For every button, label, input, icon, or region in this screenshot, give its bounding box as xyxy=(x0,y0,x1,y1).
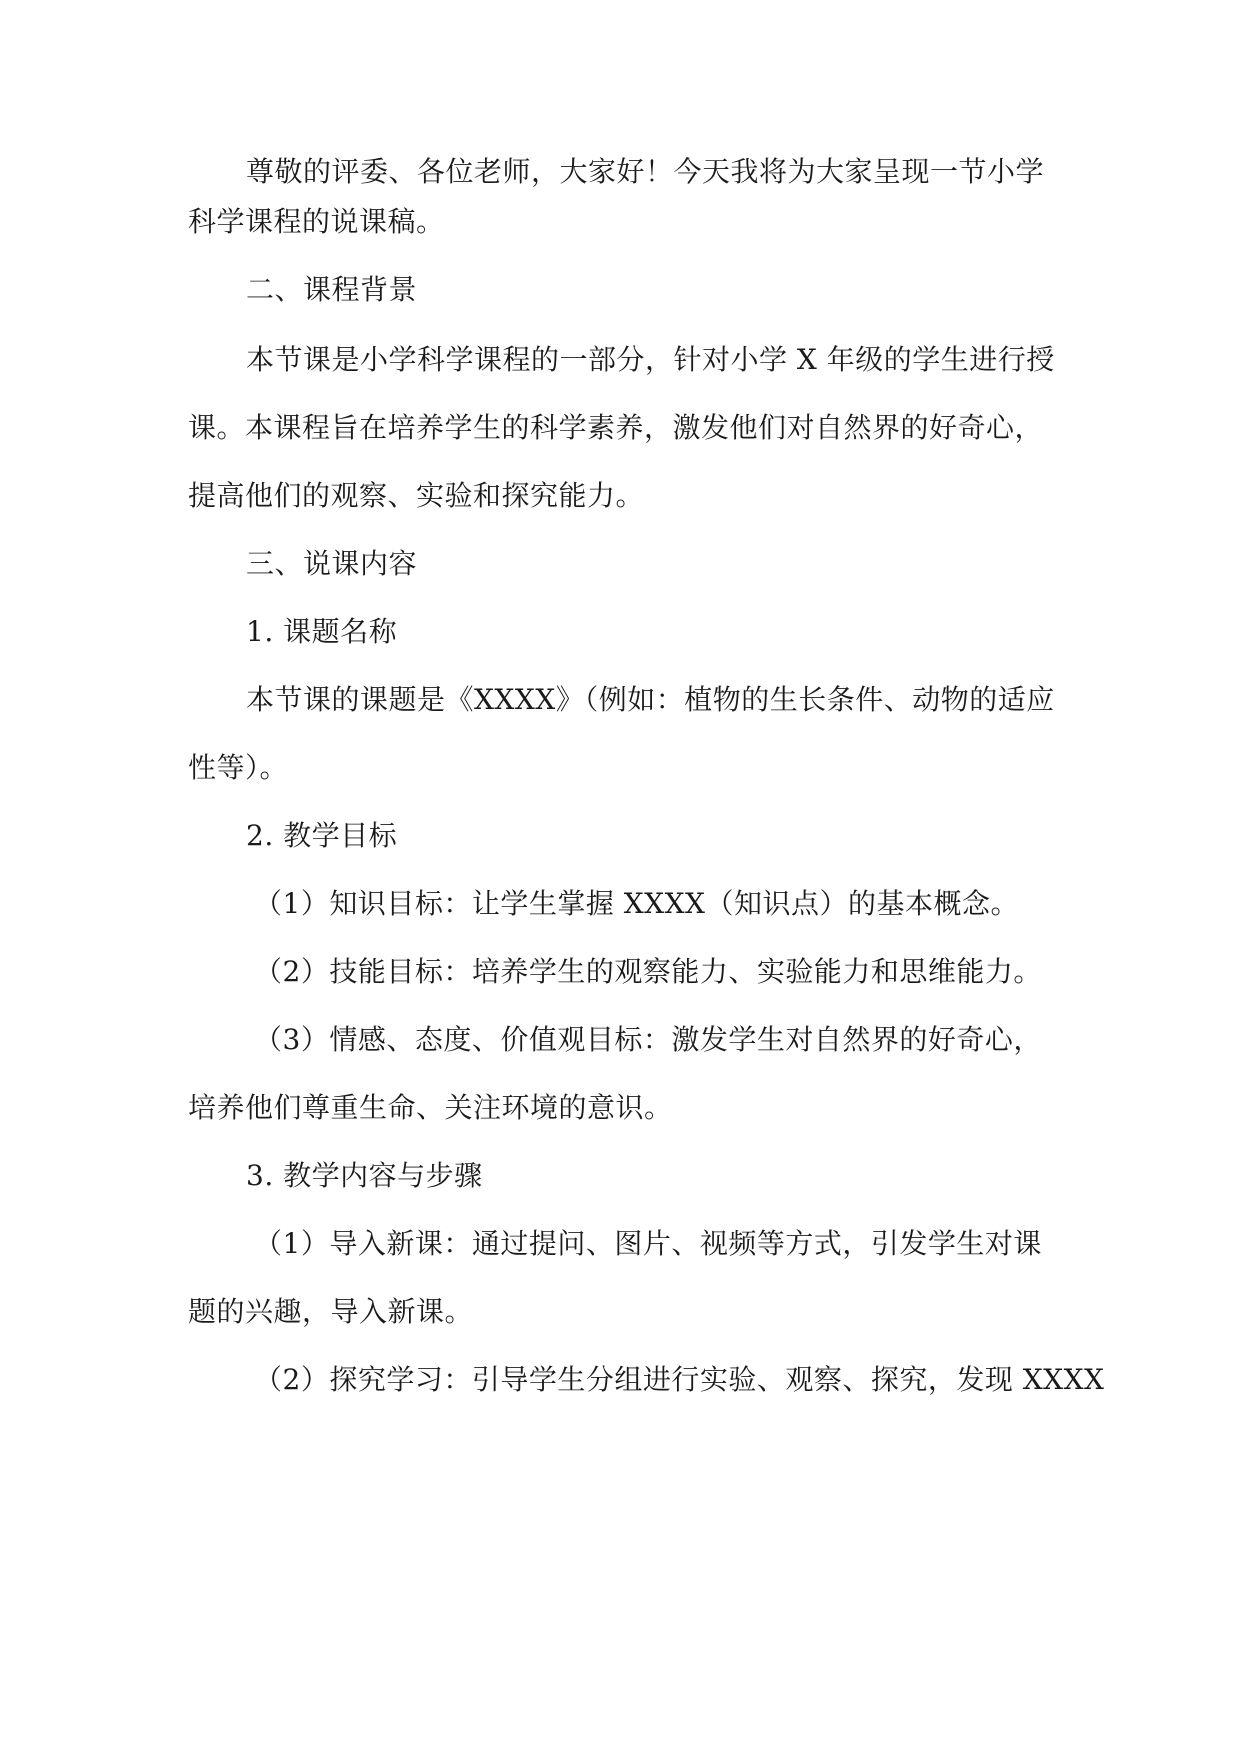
background-line-1: 本节课是小学科学课程的一部分，针对小学 X 年级的学生进行授 xyxy=(246,343,1055,376)
background-line-2: 课。本课程旨在培养学生的科学素养，激发他们对自然界的好奇心， xyxy=(188,411,1044,444)
subheading-topic: 1. 课题名称 xyxy=(246,615,398,648)
intro-line-1: 尊敬的评委、各位老师，大家好！今天我将为大家呈现一节小学 xyxy=(246,155,1045,188)
background-line-3: 提高他们的观察、实验和探究能力。 xyxy=(188,479,645,512)
topic-line-2: 性等）。 xyxy=(188,751,289,784)
subheading-objectives: 2. 教学目标 xyxy=(246,819,398,852)
intro-line-2: 科学课程的说课稿。 xyxy=(188,205,445,238)
topic-line-1: 本节课的课题是《XXXX》（例如：植物的生长条件、动物的适应 xyxy=(246,683,1055,716)
step-intro-line-1: （1）导入新课：通过提问、图片、视频等方式，引发学生对课 xyxy=(254,1227,1042,1260)
step-explore-line-1: （2）探究学习：引导学生分组进行实验、观察、探究，发现 XXXX xyxy=(254,1363,1105,1396)
section-heading-content: 三、说课内容 xyxy=(246,547,418,580)
objective-knowledge: （1）知识目标：让学生掌握 XXXX（知识点）的基本概念。 xyxy=(254,887,1019,920)
subheading-steps: 3. 教学内容与步骤 xyxy=(246,1159,483,1192)
objective-attitude-line-1: （3）情感、态度、价值观目标：激发学生对自然界的好奇心， xyxy=(254,1023,1042,1056)
step-intro-line-2: 题的兴趣，导入新课。 xyxy=(188,1295,474,1328)
objective-attitude-line-2: 培养他们尊重生命、关注环境的意识。 xyxy=(188,1091,673,1124)
section-heading-background: 二、课程背景 xyxy=(246,273,418,306)
objective-skills: （2）技能目标：培养学生的观察能力、实验能力和思维能力。 xyxy=(254,955,1042,988)
